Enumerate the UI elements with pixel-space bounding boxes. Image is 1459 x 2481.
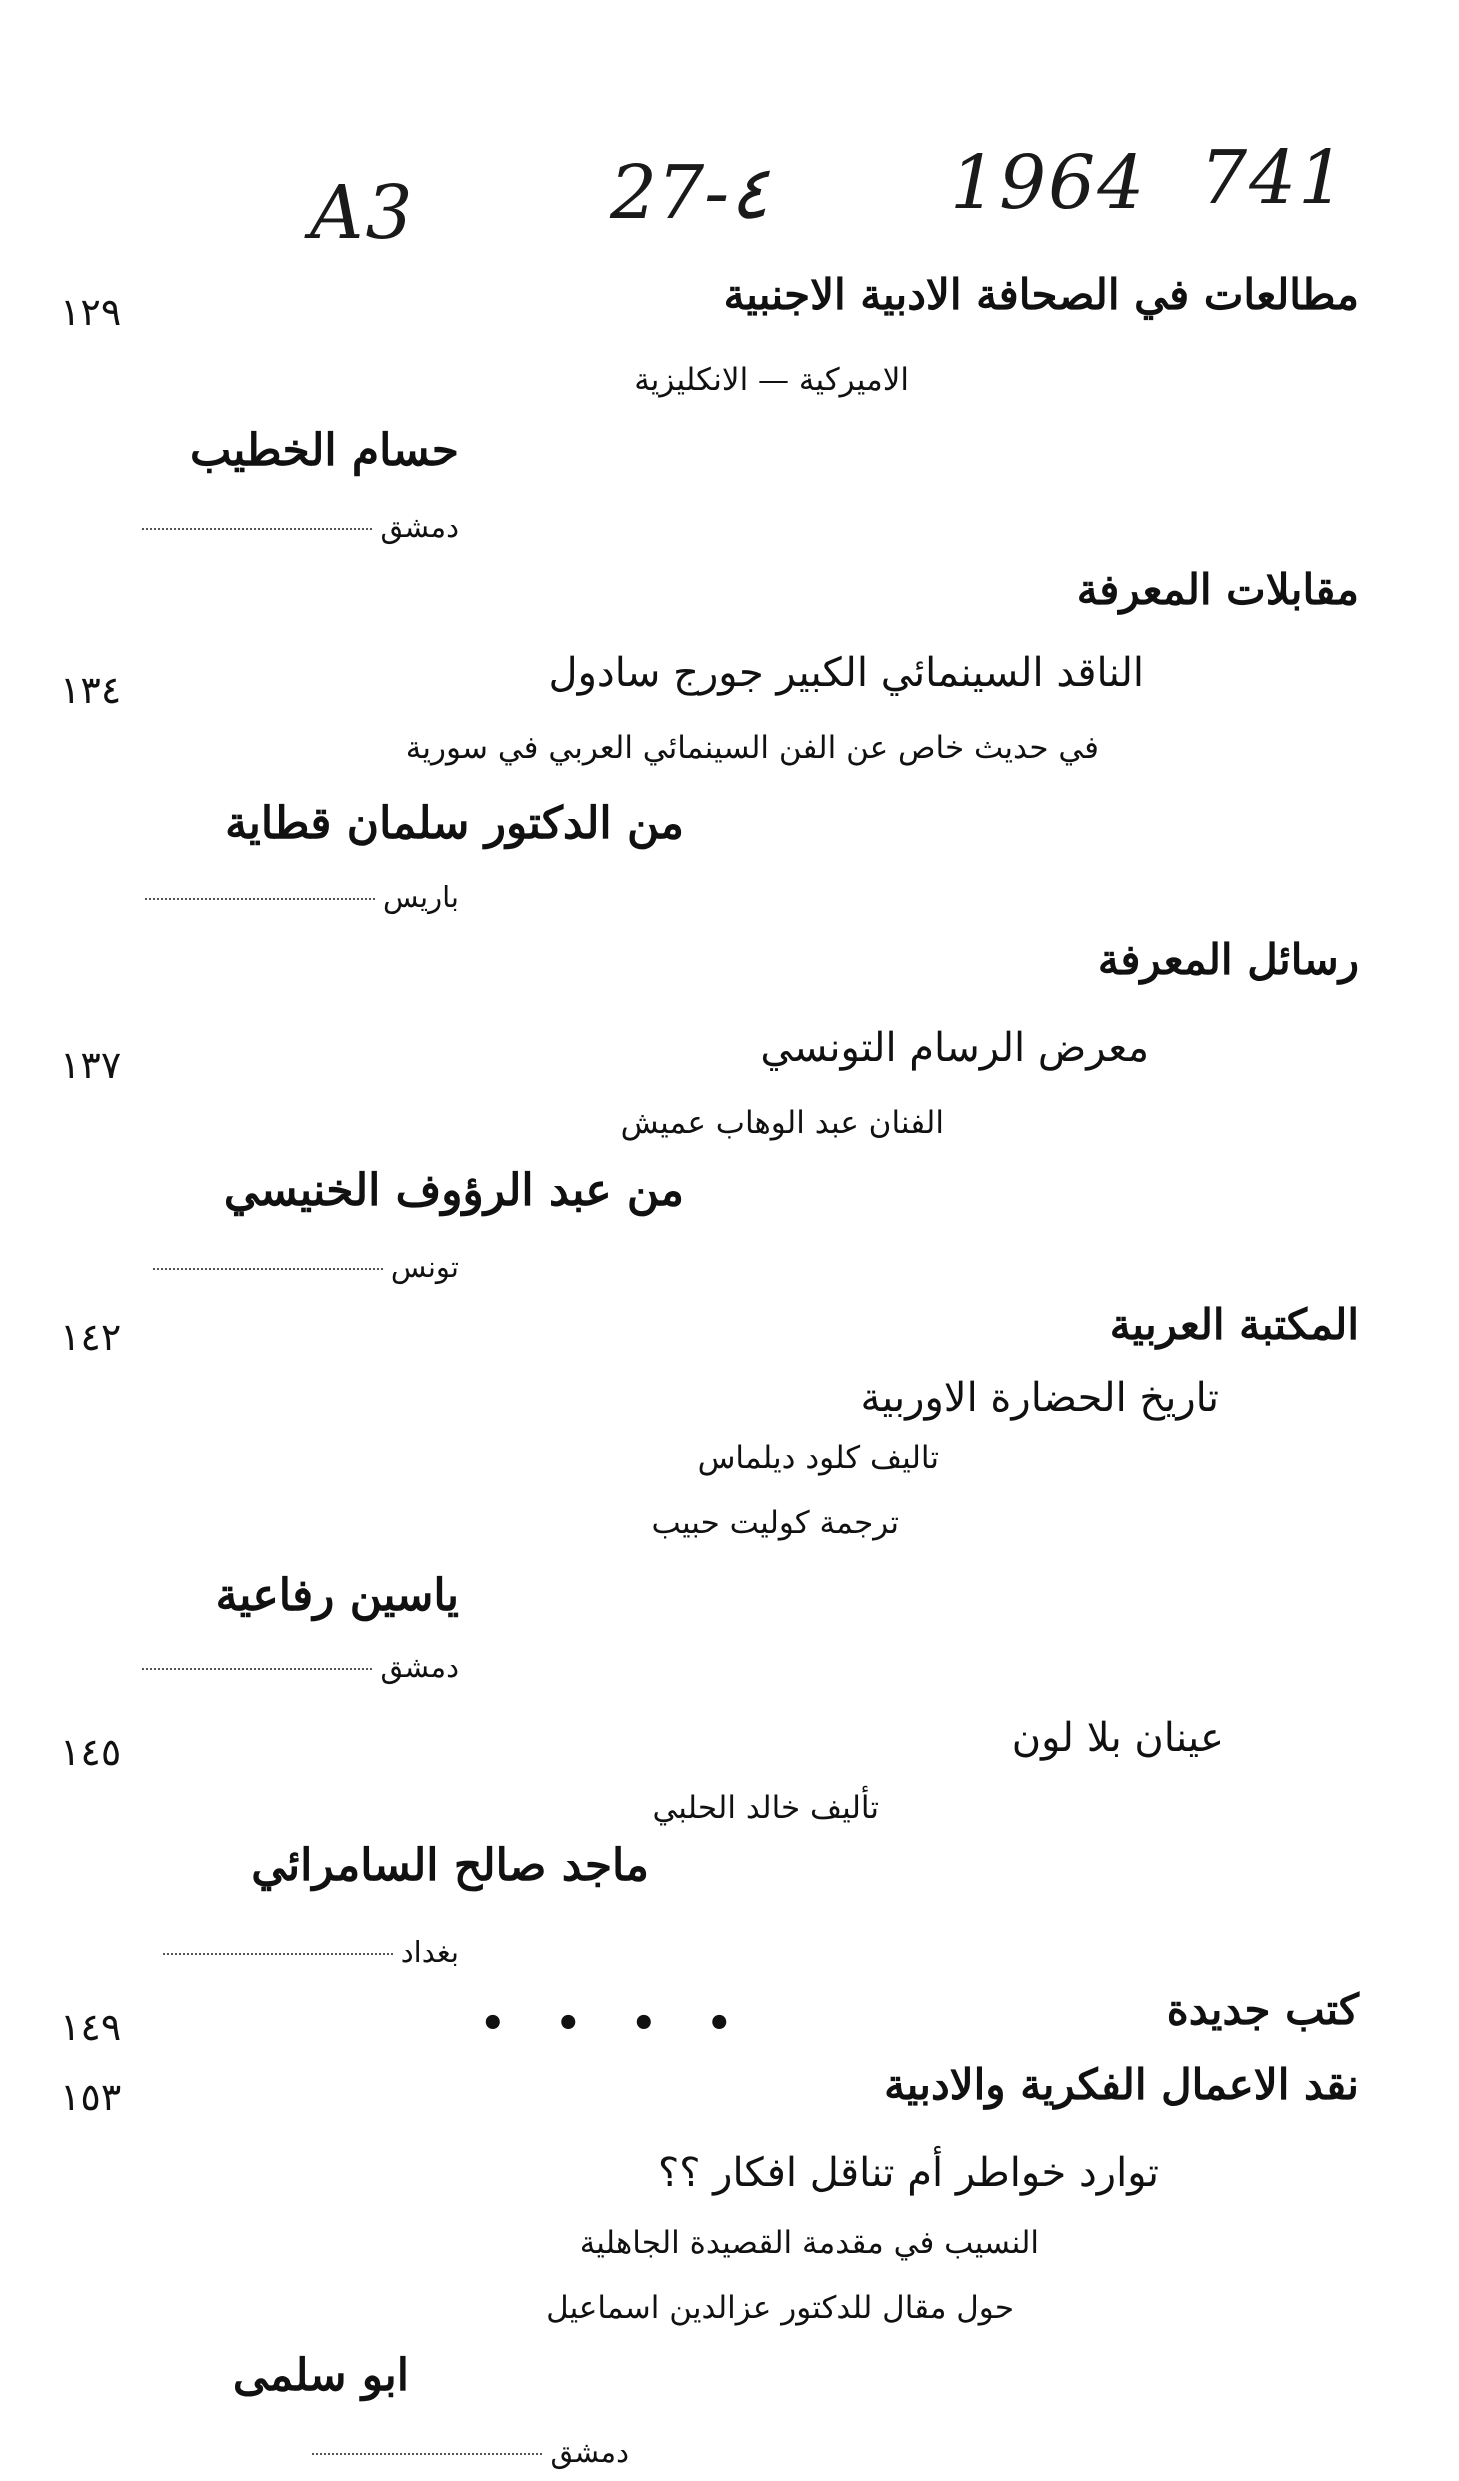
section-heading: المكتبة العربية (1109, 1300, 1359, 1349)
entry-place: دمشق (142, 510, 459, 544)
entry-title: عينان بلا لون (1011, 1715, 1224, 1761)
handwritten-year: 1964 (950, 140, 1147, 226)
entry-title: توارد خواطر أم تناقل افكار ؟؟ (658, 2150, 1159, 2196)
entry-title: معرض الرسام التونسي (760, 1025, 1149, 1071)
page-number: ١٢٩ (60, 290, 122, 334)
dotted-leader (153, 1268, 383, 1270)
dots-leader: • • • • (480, 2000, 751, 2047)
entry-subtitle: تاليف كلود ديلماس (697, 1440, 939, 1476)
dotted-leader (163, 1953, 393, 1955)
page-number: ١٤٩ (60, 2005, 122, 2049)
section-heading: رسائل المعرفة (1097, 935, 1359, 984)
entry-author: ياسين رفاعية (215, 1570, 459, 1621)
handwritten-code: A3 (310, 170, 415, 256)
dotted-leader (142, 528, 372, 530)
page-number: ١٤٥ (60, 1730, 122, 1774)
section-heading: نقد الاعمال الفكرية والادبية (884, 2060, 1359, 2109)
entry-subtitle: الاميركية — الانكليزية (634, 362, 909, 398)
page-number: ١٥٣ (60, 2075, 122, 2119)
entry-author: من الدكتور سلمان قطاية (225, 798, 684, 849)
entry-subtitle: تأليف خالد الحلبي (652, 1790, 879, 1826)
entry-place: دمشق (312, 2435, 629, 2469)
entry-author: ابو سلمى (232, 2350, 409, 2401)
dotted-leader (312, 2453, 542, 2455)
page-number: ١٣٤ (60, 668, 122, 712)
entry-subtitle-2: ترجمة كوليت حبيب (651, 1505, 899, 1541)
entry-author: ماجد صالح السامرائي (251, 1840, 649, 1891)
entry-subtitle: النسيب في مقدمة القصيدة الجاهلية (579, 2225, 1039, 2261)
entry-subtitle: الفنان عبد الوهاب عميش (620, 1105, 944, 1141)
entry-place: بغداد (163, 1935, 459, 1969)
entry-author: حسام الخطيب (189, 425, 459, 476)
handwritten-date: 27-٤ (610, 150, 769, 236)
dotted-leader (145, 898, 375, 900)
entry-subtitle-2: حول مقال للدكتور عزالدين اسماعيل (546, 2290, 1014, 2326)
entry-title: تاريخ الحضارة الاوربية (860, 1375, 1219, 1421)
section-heading: مقابلات المعرفة (1076, 565, 1359, 614)
entry-subtitle: في حديث خاص عن الفن السينمائي العربي في سورية (405, 730, 1099, 766)
section-heading: كتب جديدة (1166, 1985, 1359, 2034)
page-number: ١٣٧ (60, 1043, 122, 1087)
entry-title: الناقد السينمائي الكبير جورج سادول (548, 650, 1144, 696)
dotted-leader (142, 1668, 372, 1670)
section-heading: مطالعات في الصحافة الادبية الاجنبية (723, 270, 1359, 319)
entry-place: دمشق (142, 1650, 459, 1684)
entry-place: تونس (153, 1250, 459, 1284)
handwritten-number: 741 (1200, 135, 1348, 221)
entry-author: من عبد الرؤوف الخنيسي (223, 1165, 684, 1216)
page-number: ١٤٢ (60, 1315, 122, 1359)
entry-place: باريس (145, 880, 459, 914)
